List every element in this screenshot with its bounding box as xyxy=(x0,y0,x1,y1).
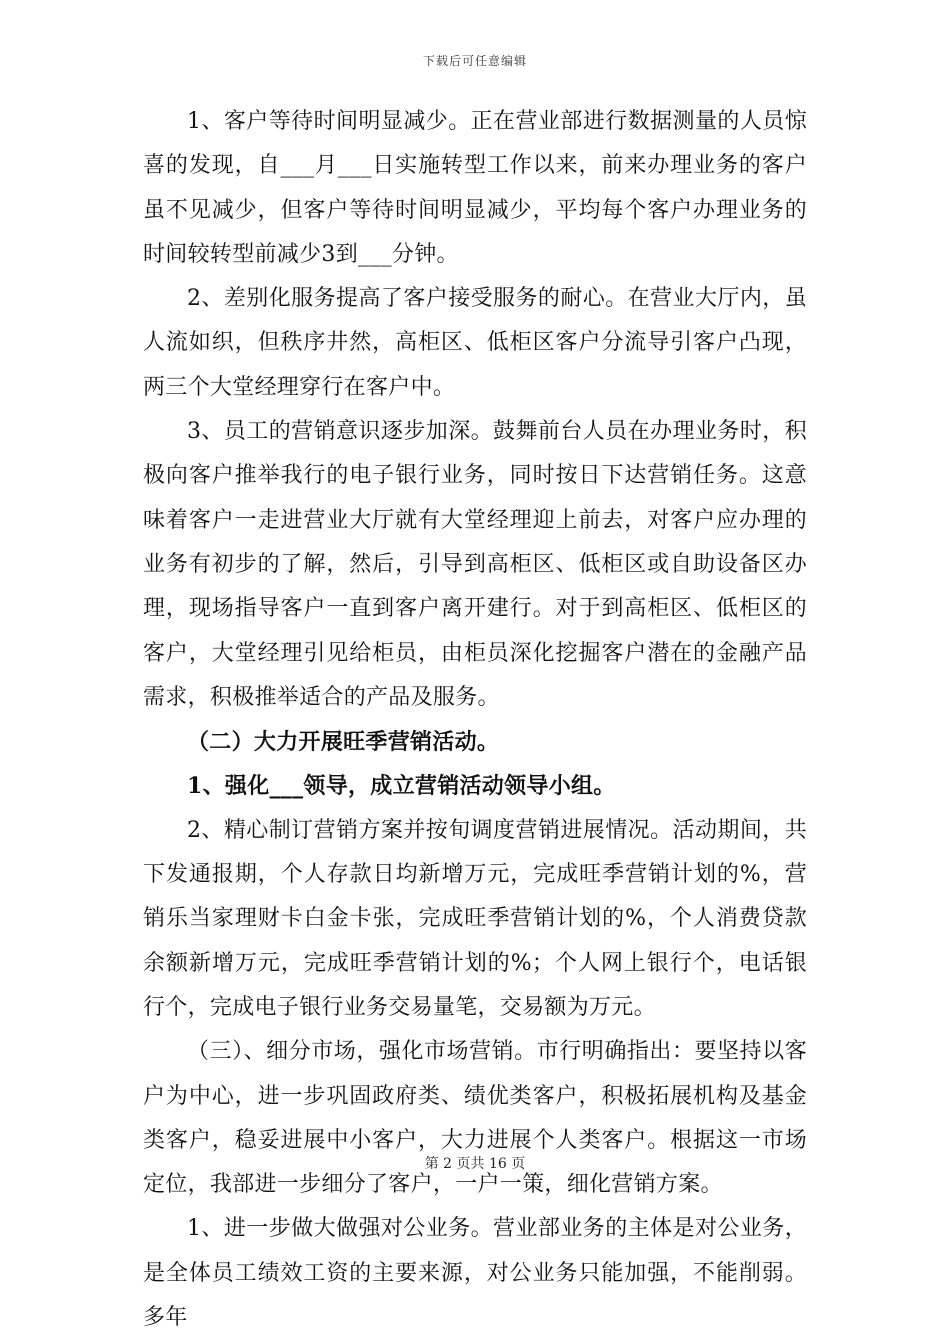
subheading-strengthen-leadership: 1、强化___领导，成立营销活动领导小组。 xyxy=(187,773,616,800)
section-heading-3: （三）、细分市场，强化市场营销。市行明确指出：要坚持以客户为中心，进一步巩固政府类、绩优类客户，积极拓展机构及基金类客户，稳妥进展中小客户，大力进展个人类客户。根据这一市场定位，我部进一步细分了客户，一户一策，细化营销方案。 xyxy=(143,1039,807,1198)
paragraph-1: 1、客户等待时间明显减少。正在营业部进行数据测量的人员惊喜的发现，自___月___日实施转型工作以来，前来办理业务的客户虽不见减少，但客户等待时间明显减少，平均每个客户办理业务的时间较转型前减少3到___分钟。 xyxy=(143,109,807,267)
section-heading-2: （二）大力开展旺季营销活动。 xyxy=(187,729,500,756)
paragraph-3: 3、员工的营销意识逐步加深。鼓舞前台人员在办理业务时，积极向客户推举我行的电子银行业务，同时按日下达营销任务。这意味着客户一走进营业大厅就有大堂经理迎上前去，对客户应办理的业务有初步的了解，然后，引导到高柜区、低柜区或自助设备区办理，现场指导客户一直到客户离开建行。对于到高柜区、低柜区的客户，大堂经理引见给柜员，由柜员深化挖掘客户潜在的金融产品需求，积极推举适合的产品及服务。 xyxy=(143,419,807,710)
paragraph-2: 2、差别化服务提高了客户接受服务的耐心。在营业大厅内，虽人流如织，但秩序井然，高柜区、低柜区客户分流导引客户凸现，两三个大堂经理穿行在客户中。 xyxy=(143,286,807,400)
paragraph-corporate-business: 1、进一步做大做强对公业务。营业部业务的主体是对公业务，是全体员工绩效工资的主要来源，对公业务只能加强，不能削弱。多年 xyxy=(143,1216,807,1331)
page-header: 下载后可任意编辑 xyxy=(422,54,527,68)
paragraph-marketing-plan: 2、精心制订营销方案并按旬调度营销进展情况。活动期间，共下发通报期，个人存款日均新增万元，完成旺季营销计划的%，营销乐当家理财卡白金卡张，完成旺季营销计划的%，个人消费贷款余额新增万元，完成旺季营销计划的%；个人网上银行个，电话银行个，完成电子银行业务交易量笔，交易额为万元。 xyxy=(143,817,807,1020)
page-footer: 第 2 页共 16 页 xyxy=(424,1156,526,1172)
